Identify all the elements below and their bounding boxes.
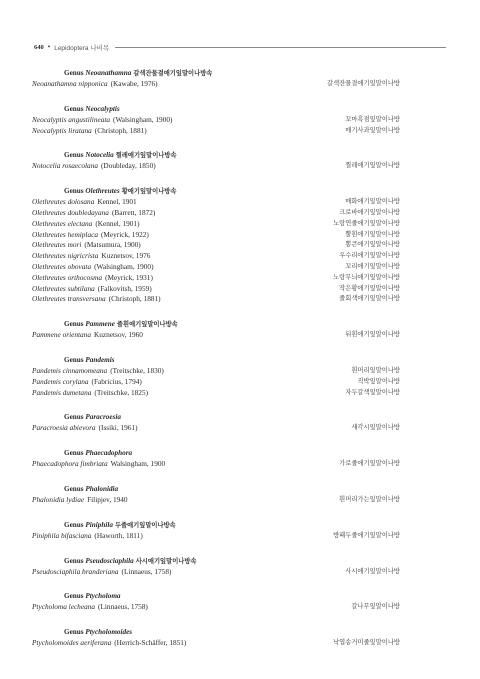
species-korean-name: 낙엽송거미줄잎말이나방	[333, 639, 400, 647]
species-row	[32, 115, 400, 126]
species-entry	[32, 115, 172, 126]
species-scientific-name: Pammene orientana	[32, 330, 91, 340]
species-row	[32, 240, 400, 251]
genus-label: Genus	[64, 320, 84, 329]
genus-label: Genus	[64, 628, 84, 637]
species-scientific-name: Olethreutes doubledayana	[32, 207, 109, 217]
species-entry	[32, 251, 150, 262]
genus-korean-name: 황애기잎말이나방속	[121, 188, 177, 196]
species-author: Kuznetsov, 1976	[101, 251, 151, 261]
bullet-separator: •	[47, 43, 51, 51]
genus-name: Olethreutes	[85, 187, 120, 196]
species-korean-name: 방패두줄애기잎말이나방	[333, 531, 400, 539]
species-author: (Christoph, 1881)	[108, 294, 161, 304]
species-author: (Meyrick, 1922)	[101, 229, 149, 239]
species-row	[32, 273, 400, 284]
genus-korean-name: 두줄애기잎말이나방속	[114, 521, 176, 529]
species-entry	[32, 423, 138, 434]
genus-heading	[32, 448, 400, 459]
species-scientific-name: Ptycholomoides aeriferana	[32, 638, 112, 648]
genus-name: Ptycholoma	[85, 592, 121, 601]
genus-label: Genus	[64, 449, 84, 458]
genus-label: Genus	[64, 104, 84, 113]
species-korean-name: 사시애기잎말이나방	[345, 567, 400, 575]
species-entry	[32, 273, 153, 284]
species-scientific-name: Neoanathamna nipponica	[32, 79, 108, 88]
genus-label: Genus	[64, 592, 84, 601]
species-row	[32, 638, 400, 649]
species-scientific-name: Piniphila bifasciana	[32, 530, 92, 540]
species-row	[32, 495, 400, 506]
genus-heading	[32, 484, 400, 495]
species-row	[32, 230, 400, 241]
species-scientific-name: Olethreutes hemiplaca	[32, 229, 98, 239]
genus-block	[32, 150, 400, 172]
genus-korean-name: 줄흰애기잎말이나방속	[116, 321, 178, 329]
species-author: Kennel, 1901	[97, 197, 137, 207]
species-scientific-name: Olethreutes transversana	[32, 294, 106, 304]
species-entry	[32, 294, 161, 305]
genus-korean-name: 갈색잔물결애기잎말이나방속	[133, 70, 213, 77]
genus-heading	[32, 104, 400, 115]
species-row	[32, 161, 400, 172]
species-author: (Christoph, 1881)	[94, 125, 147, 135]
page-header	[34, 41, 446, 53]
genus-heading	[32, 412, 400, 423]
genus-block	[32, 186, 400, 305]
species-scientific-name: Neocalyptis angustilineata	[32, 114, 111, 124]
species-author: (Linnaeus, 1758)	[98, 602, 148, 612]
genus-block	[32, 68, 400, 90]
species-scientific-name: Olethreutes dolosana	[32, 197, 95, 207]
genus-block	[32, 627, 400, 649]
genus-block	[32, 484, 400, 506]
genus-block	[32, 319, 400, 341]
genus-block	[32, 104, 400, 137]
species-row	[32, 197, 400, 208]
species-row	[32, 459, 400, 470]
species-korean-name: 새각시잎말이나방	[351, 424, 400, 432]
species-entry	[32, 284, 152, 295]
species-entry	[32, 240, 141, 251]
genus-name: Paracroesia	[85, 413, 121, 422]
species-entry	[32, 377, 142, 388]
species-row	[32, 567, 400, 578]
genus-heading	[32, 68, 400, 79]
genus-label: Genus	[64, 355, 84, 364]
species-row	[32, 294, 400, 305]
genus-name: Piniphila	[85, 520, 113, 529]
genus-block	[32, 520, 400, 542]
species-scientific-name: Olethreutes obovata	[32, 261, 92, 271]
species-scientific-name: Ptycholoma lecheana	[32, 602, 96, 612]
genus-name: Pandemis	[85, 355, 115, 364]
species-korean-name: 찔레애기잎말이나방	[345, 162, 400, 170]
genus-heading	[32, 150, 400, 161]
species-korean-name: 갈나무잎말이나방	[351, 603, 400, 611]
species-row	[32, 423, 400, 434]
species-korean-name: 갈색잔물결애기잎말이나방	[327, 80, 400, 87]
genus-korean-name: 사시애기잎말이나방속	[135, 557, 197, 565]
genus-heading	[32, 520, 400, 531]
species-korean-name: 매기사과잎말이나방	[345, 126, 400, 134]
species-entry	[32, 567, 171, 578]
species-scientific-name: Pandemis cinnamomeana	[32, 365, 108, 375]
genus-label: Genus	[64, 69, 84, 77]
species-scientific-name: Olethreutes mori	[32, 240, 82, 250]
species-row	[32, 366, 400, 377]
species-entry	[32, 495, 128, 506]
species-author: (Walsingham, 1900)	[94, 261, 154, 271]
species-scientific-name: Pandemis dumetana	[32, 387, 92, 397]
genus-name: Phalonidia	[85, 484, 119, 493]
species-entry	[32, 531, 143, 542]
species-author: (Fabricius, 1794)	[91, 376, 142, 386]
species-korean-name: 매화애기잎말이나방	[345, 198, 400, 206]
genus-list	[32, 68, 400, 663]
species-scientific-name: Olethreutes subtilana	[32, 283, 95, 293]
genus-heading	[32, 591, 400, 602]
section-title: Lepidoptera 나비목	[54, 44, 110, 52]
genus-block	[32, 448, 400, 470]
species-row	[32, 284, 400, 295]
species-row	[32, 79, 400, 90]
genus-heading	[32, 556, 400, 567]
species-entry	[32, 366, 164, 377]
genus-name: Ptycholomoides	[85, 628, 133, 637]
species-korean-name: 흰머리잎말이나방	[351, 366, 400, 374]
species-author: (Herrich-Schäffer, 1851)	[114, 638, 187, 648]
species-scientific-name: Pseudosciaphila branderiana	[32, 566, 119, 576]
species-author: (Falkovitsh, 1959)	[97, 283, 152, 293]
genus-heading	[32, 627, 400, 638]
species-author: (Linnaeus, 1758)	[121, 566, 172, 576]
genus-name: Phaecadophora	[85, 449, 133, 458]
species-row	[32, 208, 400, 219]
species-row	[32, 126, 400, 137]
species-korean-name: 줄회색애기잎말이나방	[339, 295, 400, 303]
species-row	[32, 262, 400, 273]
genus-name: Neoanathamna	[85, 69, 132, 77]
species-entry	[32, 197, 137, 208]
species-scientific-name: Pandemis corylana	[32, 376, 89, 386]
genus-heading	[32, 355, 400, 366]
species-author: (Treitschke, 1830)	[110, 365, 164, 375]
genus-label: Genus	[64, 151, 84, 160]
genus-korean-name: 찔레애기잎말이나방속	[115, 152, 177, 160]
genus-heading	[32, 319, 400, 330]
species-entry	[32, 602, 148, 613]
species-entry	[32, 388, 148, 399]
genus-block	[32, 412, 400, 434]
header-rule	[115, 47, 446, 48]
genus-label: Genus	[64, 413, 84, 422]
species-korean-name: 자두갈색잎말이나방	[345, 388, 400, 396]
genus-block	[32, 355, 400, 398]
species-author: (Matsumura, 1900)	[84, 240, 141, 250]
species-author: (Doubleday, 1850)	[101, 161, 156, 171]
species-entry	[32, 638, 186, 649]
species-korean-name: 직박잎말이나방	[357, 377, 400, 385]
species-row	[32, 531, 400, 542]
species-author: (Kawabe, 1976)	[110, 79, 158, 88]
genus-label: Genus	[64, 187, 84, 196]
species-row	[32, 219, 400, 230]
species-scientific-name: Olethreutes nigricrista	[32, 251, 99, 261]
species-entry	[32, 219, 140, 230]
species-entry	[32, 208, 155, 219]
species-korean-name: 뽕큰애기잎말이나방	[345, 241, 400, 249]
species-entry	[32, 459, 165, 470]
page-number: 640	[34, 43, 44, 51]
species-entry	[32, 230, 149, 241]
genus-name: Notocelia	[85, 151, 114, 160]
genus-heading	[32, 186, 400, 197]
species-author: Walsingham, 1900	[110, 459, 166, 469]
species-korean-name: 꼬리애기잎말이나방	[345, 262, 400, 270]
species-author: (Kennel, 1901)	[95, 218, 140, 228]
species-author: Kuznetsov, 1960	[93, 330, 143, 340]
species-korean-name: 우수리애기잎말이나방	[339, 252, 400, 260]
species-entry	[32, 161, 156, 172]
genus-label: Genus	[64, 520, 84, 529]
species-entry	[32, 330, 143, 341]
species-scientific-name: Paracroesia abievora	[32, 423, 96, 433]
species-row	[32, 330, 400, 341]
species-row	[32, 251, 400, 262]
species-korean-name: 흰머리가는잎말이나방	[339, 495, 400, 503]
species-korean-name: 노랑연줄애기잎말이나방	[333, 219, 400, 227]
species-scientific-name: Olethreutes electana	[32, 218, 93, 228]
species-korean-name: 노랑무늬애기잎말이나방	[333, 273, 400, 281]
genus-block	[32, 591, 400, 613]
species-korean-name: 뒤흰애기잎말이나방	[345, 331, 400, 339]
genus-name: Neocalyptis	[85, 104, 120, 113]
species-korean-name: 가로줄애기잎말이나방	[339, 460, 400, 468]
species-author: (Issiki, 1961)	[98, 423, 138, 433]
species-author: Filipjev, 1940	[87, 494, 128, 504]
species-author: (Meyrick, 1931)	[105, 272, 153, 282]
species-korean-name: 작은황애기잎말이나방	[339, 284, 400, 292]
species-korean-name: 크로바애기잎말이나방	[339, 208, 400, 216]
species-row	[32, 377, 400, 388]
species-author: (Barrett, 1872)	[111, 207, 156, 217]
species-korean-name: 꼬마흑점잎말이나방	[345, 115, 400, 123]
species-row	[32, 602, 400, 613]
species-scientific-name: Phalonidia lydiae	[32, 494, 85, 504]
species-scientific-name: Notocelia rosaecolana	[32, 161, 98, 171]
species-row	[32, 388, 400, 399]
species-entry	[32, 262, 154, 273]
genus-name: Pammene	[85, 320, 115, 329]
species-scientific-name: Neocalyptis liratana	[32, 125, 92, 135]
genus-label: Genus	[64, 556, 84, 565]
species-entry	[32, 79, 158, 90]
species-korean-name: 뿔흰애기잎말이나방	[345, 230, 400, 238]
species-author: (Walsingham, 1900)	[113, 114, 173, 124]
species-entry	[32, 126, 147, 137]
species-scientific-name: Olethreutes orthocosma	[32, 272, 103, 282]
genus-block	[32, 556, 400, 578]
genus-name: Pseudosciaphila	[85, 556, 134, 565]
species-author: (Haworth, 1811)	[94, 530, 143, 540]
genus-label: Genus	[64, 484, 84, 493]
species-author: (Treitschke, 1825)	[94, 387, 149, 397]
species-scientific-name: Phaecadophora fimbriata	[32, 459, 108, 469]
